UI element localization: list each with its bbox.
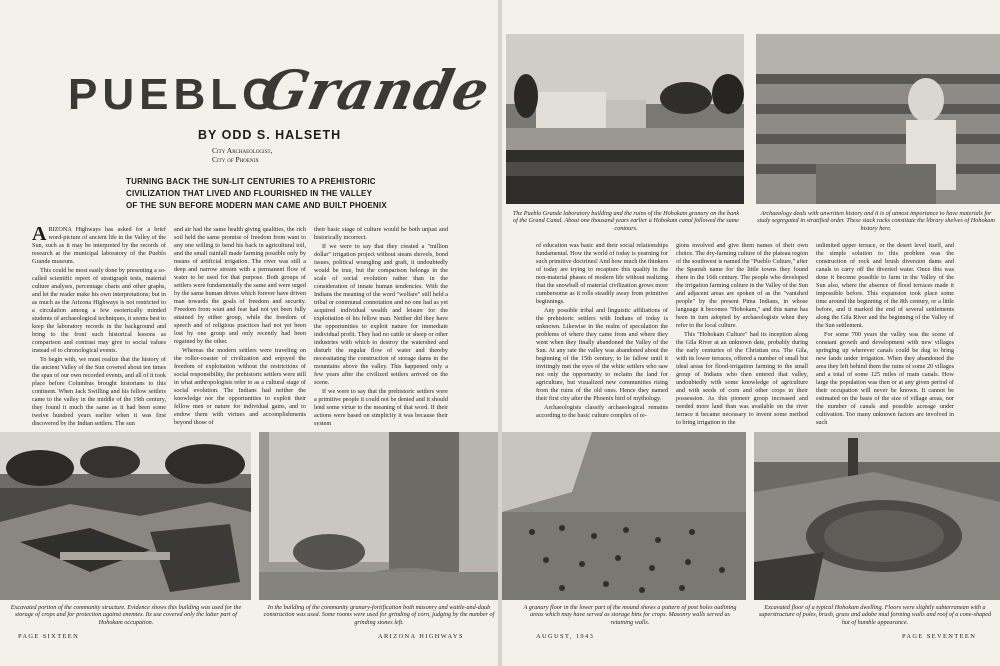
byline: BY ODD S. HALSETH — [198, 128, 342, 142]
photo-granary-wall — [259, 432, 498, 600]
right-page — [502, 0, 1000, 666]
drop-cap: A — [32, 226, 47, 245]
body-column-3: their basic stage of culture would be both unjust and historically incorrect. If we were to say that they created a "million dollar" irrigation project without steam shovels, bond issues, political wrangling and graft, it undoubtedly would be true, but the comparison belongs in the scale of social evolution rather than in the consideration of innate human tendencies. With the Indians the meaning of the word "welfare" still held a tribal or communal connotation and no one had as yet acquired individual wealth and leisure for the exploitation of his fellow man. Neither did they have the opportunities to exploit nature for immediate individual profit. They had no cattle or sheep or other industries with which to destroy the watershed and disturb the regular flow of water and thereby necessitating the construction of storage dams in the mountains above the valley. This happened only a few years after the civilized settlers arrived on the scene. If we were to say that the prehistoric settlers were a primitive people it could not be denied and it should lend some virtue to the meaning of that word. If their actions were based on simplicity it was because their system — [314, 226, 448, 426]
photo-lab-shelves — [756, 34, 1000, 204]
caption-granary-floor: A granary floor in the lower part of the mound shows a pattern of post holes outlining areas which may have served as storage bins for crops. Masonry walls served as retaining walls. — [523, 604, 737, 626]
left-page — [0, 0, 498, 666]
deck-subtitle: TURNING BACK THE SUN-LIT CENTURIES TO A PREHISTORIC CIVILIZATION THAT LIVED AND FLOURISHED IN THE VALLEY OF THE SUN BEFORE MODERN MAN CAME AND BUILT PHOENIX — [126, 177, 387, 210]
photo-lab-building — [506, 34, 744, 204]
caption-lab-shelves: Archaeology deals with unwritten history and it is of utmost importance to have materials for study segregated in stratified order. These stack racks constitute the library shelves of Hohokam history here. — [757, 210, 995, 232]
caption-granary-wall: In the building of the community granary-fortification both masonry and wattle-and-daub construction was used. Some rooms were used for grinding of corn, judging by the number of grinding stones left. — [263, 604, 495, 626]
author-role: City Archaeologist, City of Phoenix — [212, 146, 273, 164]
body-column-6: unlimited upper terrace, or the desert level itself, and the simple solution to this problem was the construction of rock and brush diversion dams and canals to carry off the diverted water. Once this was done it become possible to farm in the Valley of the Sun also, where the absence of flood terraces made it impossible before. This expansion took place some time around the beginning of the 8th century, or a little before, and it marked the end of several settlements along the Gila River and the beginning of the Valley of the Sun settlement. For some 700 years the valley was the scene of constant growth and development with new villages springing up wherever canals could be dug to bring new lands under irrigation. When they abandoned the area they left behind them the ruins of some 20 villages and a total of some 125 miles of main canals. How large the population was then or at any given period of their occupation will never be known. It cannot be estimated on the basis of the size of village areas, nor the number of canals and possible acreage under cultivation. Too many unknown factors are involved in such — [816, 242, 954, 426]
title-grande: Grande — [255, 58, 496, 122]
body-column-2: and air had the same health giving qualities, the rich soil held the same promise of freedom from want to any one willing to bend his back in agricultural toil, and the small rainfall made farming possible only by means of artificial irrigation. The river was still a deep and narrow stream with a permanent flow of water to be used for that purpose. Both groups of settlers were fundamentally the same and were urged by the same human drives which forever have driven man towards the goals of freedom and security. Freedom from want and fear had not yet been fully attained by either group, while the freedom of speech and of religious practices had not yet been lost by one group and only recently had been regained by the other. Whereas the modern settlers were traveling on the roller-coaster of civilization and enjoyed the freedom of exploitation without the restrictions of social responsibility, the prehistoric settlers were still in what anthropologists refer to as a cultural stage of social evolution. The Indians had neither the knowledge nor the opportunities to exploit their fellow men or nature for individual gains, and to endow them with virtues and accomplishments beyond those of — [174, 226, 306, 426]
body-column-4: of education was basic and their social relationships fundamental. How the world of today is yearning for such primitive doctrines! And how much the thinkers of today are trying to recapture this quality in the non-material phases of modern life without realizing that the snowball of material civilization grows more cumbersome as it rolls steadily away from primitive beginnings. Any possible tribal and linguistic affiliations of the prehistoric settlers with Indians of today is unknown. Likewise in the realm of speculation the problems of where they came from and where they went when they finally abandoned the Valley of the Sun. At any rate the valley was abandoned about the beginning of the 15th century, to lie fallow until it invitingly met the eyes of the white settlers who saw not only the opportunity to reclaim the land for agriculture, but visualized new communities rising from the ruins of the old ones. Hence they named their first city after the Phoenix bird of mythology. Archaeologists classify archaeological remains according to the basic culture complex of re- — [536, 242, 668, 419]
folio-magazine-name: ARIZONA HIGHWAYS — [378, 633, 464, 640]
caption-dwelling-floor: Excavated floor of a typical Hohokam dwelling. Floors were slightly subterranean with a superstructure of poles, brush, grass and adobe mud forming walls and roof of a cone-shaped hut of humble appearance. — [758, 604, 992, 626]
folio-date: AUGUST, 1943 — [536, 633, 595, 640]
photo-dwelling-floor — [754, 432, 1000, 600]
body-column-5: gions involved and give them names of their own choice. The dry-farming culture of the plateau region of the southwest is named the "Pueblo Culture," after the Spanish name for the little towns they found there in the 16th century. The people who developed the irrigation farming culture in the Valley of the Sun and adjacent areas are spoken of as the "vanished people" by the present Pima Indians, in whose language it becomes "Hohokam," and this name has been in turn adopted by archaeologists when they refer to the local culture. This "Hohokam Culture" had its inception along the Gila River at an unknown date, probably during the early centuries of the Christian era. The Gila, with its lower terraces, offered a number of small but ideal areas for flood-irrigation farming to the small group of Indians who then entered that valley, undoubtedly with some knowledge of agriculture and with seeds of corn and other crops in their possession. As this pioneer group increased and needed more land than was available on the river terrace it became necessary to invent some method to bring irrigation to the — [676, 242, 808, 426]
title-pueblo: PUEBLO — [68, 70, 282, 119]
photo-granary-floor — [502, 432, 746, 600]
body-column-1: ARIZONA Highways has asked for a brief word-picture of ancient life in the Valley of the Sun, such as it may be interpreted by the records of research at the municipal laboratory of the Pueblo Grande museum. This could be most easily done by presenting a so-called scientific report of stratigraph tests, material culture analyses, percentage charts and other graphs, and let the reader make his own interpretations; but in as much as the Arizona Highways is not restricted to a circulation among a few esoterically minded students of archaeological techniques, it seems best to keep the laboratory records in the background and bring to the front such historical lessons as comparison and contrast may give to social values instead of to chronological events. To begin with, we must realize that the history of the ancient Valley of the Sun covered about ten times the span of our own recorded events, and all of it took place before Columbus brought historians to this continent. When Jack Swilling and his fellow settlers came to the valley in the middle of the 19th century, they found it much the same as it had been some twelve hundred years earlier when it was first discovered by the Indian settlers. The sun — [32, 226, 166, 426]
photo-excavated-portion — [0, 432, 251, 600]
caption-excavated-portion: Excavated portion of the community structure. Evidence shows this building was used for the storage of crops and for protection against enemies. Its use covered only the latter part of Hohokam occupation. — [10, 604, 242, 626]
folio-page-seventeen: PAGE SEVENTEEN — [902, 633, 977, 640]
caption-lab-building: The Pueblo Grande laboratory building and the ruins of the Hohokam granary on the bank of the Grand Canal. About one thousand years earlier a Hohokam canal followed the same contours. — [512, 210, 740, 232]
folio-page-sixteen: PAGE SIXTEEN — [18, 633, 80, 640]
